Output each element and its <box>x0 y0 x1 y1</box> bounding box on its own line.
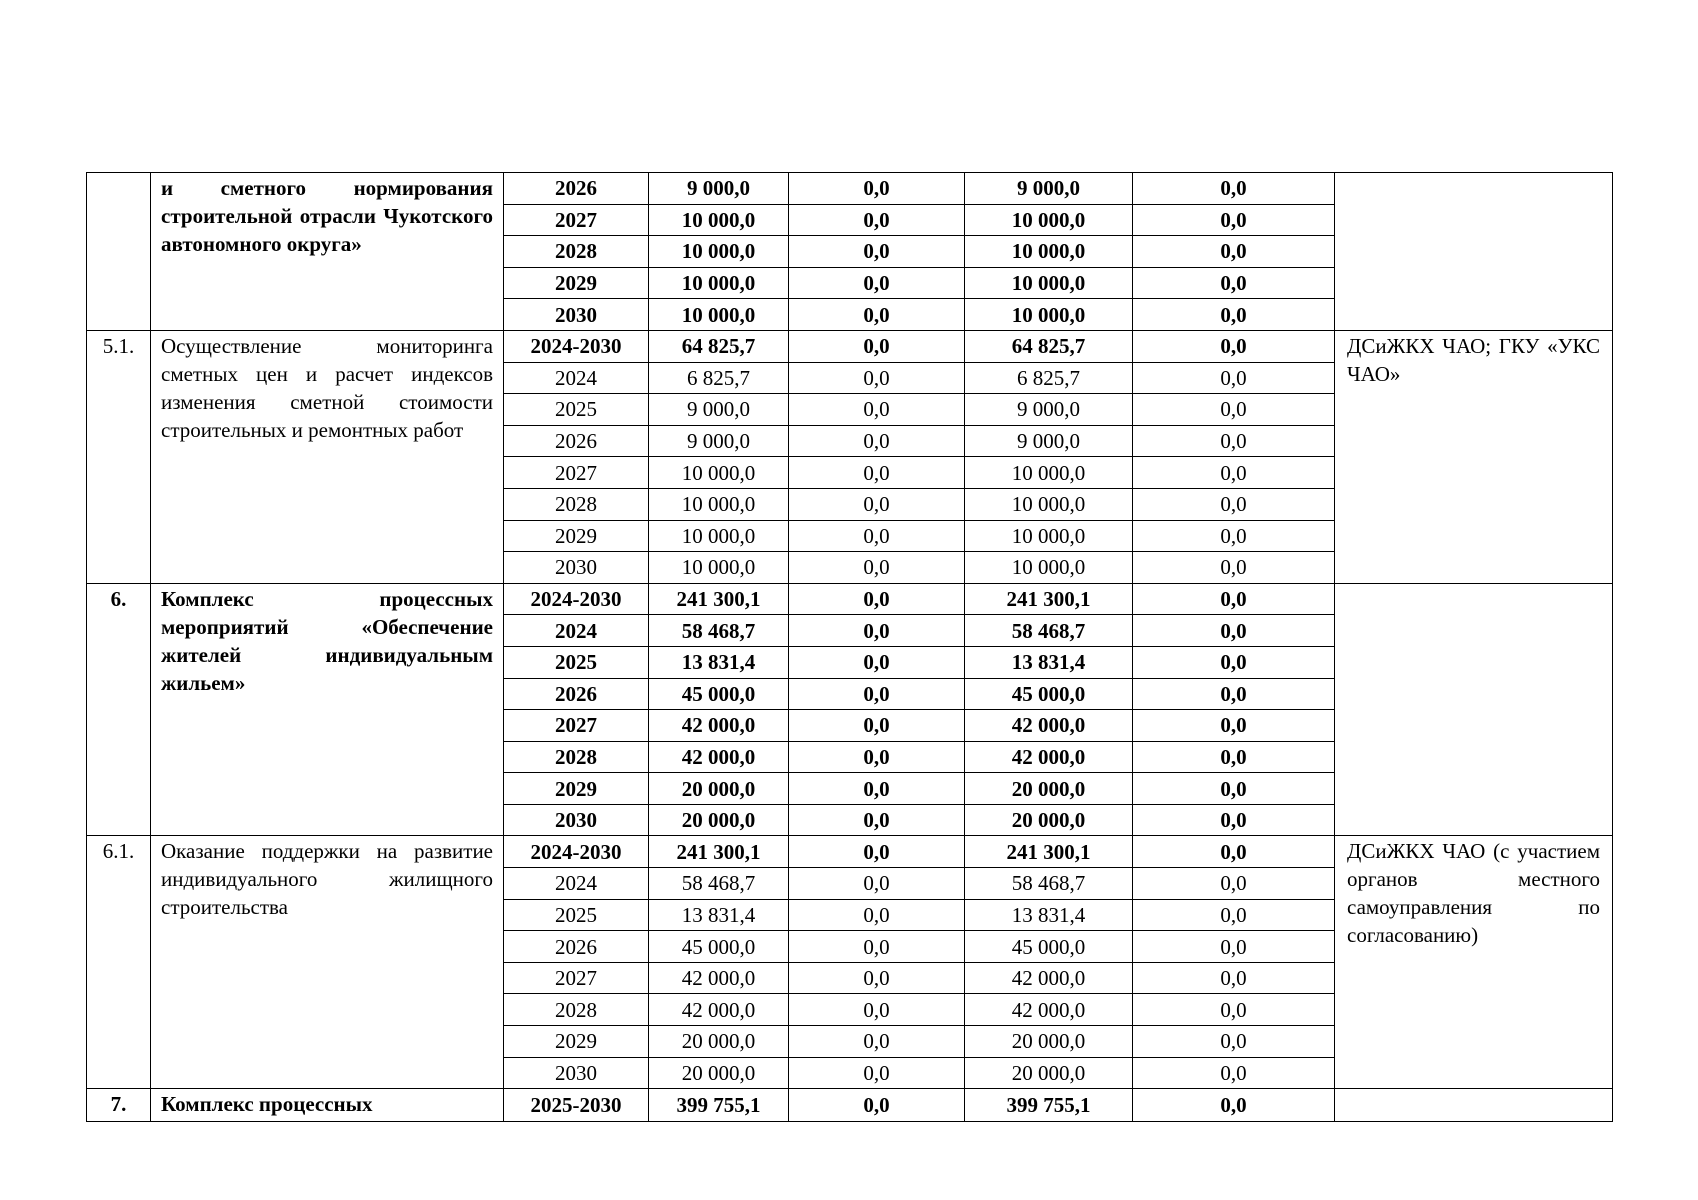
table-row <box>87 836 1613 868</box>
total-amount-cell: 13 831,4 <box>649 899 789 931</box>
regional-budget-cell: 42 000,0 <box>965 994 1133 1026</box>
total-amount-cell: 399 755,1 <box>649 1089 789 1122</box>
other-sources-cell: 0,0 <box>1133 899 1335 931</box>
section-title: Оказание поддержки на развитие индивидуального жилищного строительства <box>161 839 493 920</box>
section-number: 7. <box>87 1089 151 1122</box>
federal-budget-cell: 0,0 <box>789 1089 965 1122</box>
total-amount-cell: 20 000,0 <box>649 1026 789 1058</box>
regional-budget-cell: 9 000,0 <box>965 173 1133 205</box>
other-sources-cell: 0,0 <box>1133 710 1335 742</box>
other-sources-cell: 0,0 <box>1133 1026 1335 1058</box>
total-amount-cell: 13 831,4 <box>649 646 789 678</box>
other-sources-cell: 0,0 <box>1133 773 1335 805</box>
period-cell: 2024 <box>504 615 649 647</box>
other-sources-cell: 0,0 <box>1133 646 1335 678</box>
section-title: Осуществление мониторинга сметных цен и расчет индексов изменения сметной стоимости строительных и ремонтных работ <box>161 333 493 442</box>
table-row <box>87 1089 1613 1122</box>
regional-budget-cell: 241 300,1 <box>965 836 1133 868</box>
funding-table <box>86 172 1613 1122</box>
period-cell: 2028 <box>504 741 649 773</box>
other-sources-cell: 0,0 <box>1133 678 1335 710</box>
regional-budget-cell: 20 000,0 <box>965 773 1133 805</box>
federal-budget-cell: 0,0 <box>789 173 965 205</box>
responsible-cell <box>1335 330 1613 583</box>
section-title-cell <box>151 1089 504 1122</box>
other-sources-cell: 0,0 <box>1133 868 1335 900</box>
other-sources-cell: 0,0 <box>1133 520 1335 552</box>
federal-budget-cell: 0,0 <box>789 267 965 299</box>
period-cell: 2025 <box>504 646 649 678</box>
other-sources-cell: 0,0 <box>1133 552 1335 584</box>
regional-budget-cell: 13 831,4 <box>965 646 1133 678</box>
period-cell: 2024-2030 <box>504 583 649 615</box>
period-cell: 2024-2030 <box>504 330 649 362</box>
federal-budget-cell: 0,0 <box>789 583 965 615</box>
period-cell: 2029 <box>504 1026 649 1058</box>
regional-budget-cell: 58 468,7 <box>965 615 1133 647</box>
period-cell: 2028 <box>504 488 649 520</box>
federal-budget-cell: 0,0 <box>789 425 965 457</box>
total-amount-cell: 241 300,1 <box>649 836 789 868</box>
section-title: Комплекс процессных мероприятий «Обеспечение жителей индивидуальным жильем» <box>161 586 493 695</box>
federal-budget-cell: 0,0 <box>789 773 965 805</box>
total-amount-cell: 9 000,0 <box>649 173 789 205</box>
total-amount-cell: 42 000,0 <box>649 962 789 994</box>
federal-budget-cell: 0,0 <box>789 394 965 426</box>
regional-budget-cell: 45 000,0 <box>965 678 1133 710</box>
federal-budget-cell: 0,0 <box>789 362 965 394</box>
other-sources-cell: 0,0 <box>1133 204 1335 236</box>
period-cell: 2024-2030 <box>504 836 649 868</box>
period-cell: 2026 <box>504 678 649 710</box>
federal-budget-cell: 0,0 <box>789 488 965 520</box>
other-sources-cell: 0,0 <box>1133 236 1335 268</box>
table-row <box>87 583 1613 615</box>
federal-budget-cell: 0,0 <box>789 457 965 489</box>
regional-budget-cell: 10 000,0 <box>965 552 1133 584</box>
period-cell: 2029 <box>504 267 649 299</box>
federal-budget-cell: 0,0 <box>789 741 965 773</box>
total-amount-cell: 10 000,0 <box>649 520 789 552</box>
other-sources-cell: 0,0 <box>1133 488 1335 520</box>
federal-budget-cell: 0,0 <box>789 678 965 710</box>
federal-budget-cell: 0,0 <box>789 804 965 836</box>
period-cell: 2025-2030 <box>504 1089 649 1122</box>
other-sources-cell: 0,0 <box>1133 836 1335 868</box>
other-sources-cell: 0,0 <box>1133 330 1335 362</box>
regional-budget-cell: 42 000,0 <box>965 710 1133 742</box>
total-amount-cell: 58 468,7 <box>649 615 789 647</box>
other-sources-cell: 0,0 <box>1133 994 1335 1026</box>
responsible-executor: ДСиЖКХ ЧАО (с участием органов местного самоуправления по согласованию) <box>1347 839 1600 948</box>
period-cell: 2026 <box>504 173 649 205</box>
total-amount-cell: 10 000,0 <box>649 236 789 268</box>
responsible-cell <box>1335 173 1613 331</box>
total-amount-cell: 10 000,0 <box>649 457 789 489</box>
other-sources-cell: 0,0 <box>1133 804 1335 836</box>
funding-table-body <box>87 173 1613 1122</box>
federal-budget-cell: 0,0 <box>789 899 965 931</box>
federal-budget-cell: 0,0 <box>789 931 965 963</box>
responsible-cell <box>1335 1089 1613 1122</box>
regional-budget-cell: 9 000,0 <box>965 425 1133 457</box>
other-sources-cell: 0,0 <box>1133 425 1335 457</box>
federal-budget-cell: 0,0 <box>789 615 965 647</box>
total-amount-cell: 42 000,0 <box>649 710 789 742</box>
period-cell: 2027 <box>504 962 649 994</box>
responsible-cell <box>1335 836 1613 1089</box>
section-number: 6.1. <box>87 836 151 1089</box>
period-cell: 2025 <box>504 394 649 426</box>
regional-budget-cell: 241 300,1 <box>965 583 1133 615</box>
regional-budget-cell: 10 000,0 <box>965 299 1133 331</box>
federal-budget-cell: 0,0 <box>789 1057 965 1089</box>
federal-budget-cell: 0,0 <box>789 646 965 678</box>
total-amount-cell: 58 468,7 <box>649 868 789 900</box>
other-sources-cell: 0,0 <box>1133 741 1335 773</box>
federal-budget-cell: 0,0 <box>789 962 965 994</box>
regional-budget-cell: 45 000,0 <box>965 931 1133 963</box>
other-sources-cell: 0,0 <box>1133 457 1335 489</box>
other-sources-cell: 0,0 <box>1133 962 1335 994</box>
total-amount-cell: 20 000,0 <box>649 804 789 836</box>
total-amount-cell: 45 000,0 <box>649 931 789 963</box>
total-amount-cell: 10 000,0 <box>649 204 789 236</box>
federal-budget-cell: 0,0 <box>789 204 965 236</box>
section-number <box>87 173 151 331</box>
federal-budget-cell: 0,0 <box>789 836 965 868</box>
total-amount-cell: 9 000,0 <box>649 425 789 457</box>
period-cell: 2026 <box>504 931 649 963</box>
regional-budget-cell: 10 000,0 <box>965 236 1133 268</box>
other-sources-cell: 0,0 <box>1133 583 1335 615</box>
regional-budget-cell: 20 000,0 <box>965 1057 1133 1089</box>
total-amount-cell: 64 825,7 <box>649 330 789 362</box>
regional-budget-cell: 10 000,0 <box>965 520 1133 552</box>
period-cell: 2028 <box>504 236 649 268</box>
other-sources-cell: 0,0 <box>1133 267 1335 299</box>
regional-budget-cell: 20 000,0 <box>965 1026 1133 1058</box>
section-title-cell <box>151 836 504 1089</box>
section-title: Комплекс процессных <box>161 1092 373 1117</box>
table-row <box>87 173 1613 205</box>
section-title: и сметного нормирования строительной отрасли Чукотского автономного округа» <box>161 176 493 256</box>
other-sources-cell: 0,0 <box>1133 362 1335 394</box>
responsible-executor: ДСиЖКХ ЧАО; ГКУ «УКС ЧАО» <box>1347 333 1600 386</box>
total-amount-cell: 42 000,0 <box>649 994 789 1026</box>
total-amount-cell: 20 000,0 <box>649 773 789 805</box>
federal-budget-cell: 0,0 <box>789 552 965 584</box>
total-amount-cell: 20 000,0 <box>649 1057 789 1089</box>
period-cell: 2027 <box>504 710 649 742</box>
other-sources-cell: 0,0 <box>1133 931 1335 963</box>
regional-budget-cell: 399 755,1 <box>965 1089 1133 1122</box>
other-sources-cell: 0,0 <box>1133 394 1335 426</box>
federal-budget-cell: 0,0 <box>789 710 965 742</box>
regional-budget-cell: 10 000,0 <box>965 488 1133 520</box>
period-cell: 2029 <box>504 520 649 552</box>
section-number: 6. <box>87 583 151 836</box>
responsible-cell <box>1335 583 1613 836</box>
period-cell: 2026 <box>504 425 649 457</box>
federal-budget-cell: 0,0 <box>789 330 965 362</box>
period-cell: 2030 <box>504 804 649 836</box>
regional-budget-cell: 10 000,0 <box>965 457 1133 489</box>
period-cell: 2024 <box>504 868 649 900</box>
regional-budget-cell: 10 000,0 <box>965 204 1133 236</box>
total-amount-cell: 10 000,0 <box>649 488 789 520</box>
regional-budget-cell: 42 000,0 <box>965 741 1133 773</box>
other-sources-cell: 0,0 <box>1133 1089 1335 1122</box>
total-amount-cell: 9 000,0 <box>649 394 789 426</box>
regional-budget-cell: 42 000,0 <box>965 962 1133 994</box>
total-amount-cell: 42 000,0 <box>649 741 789 773</box>
section-title-cell <box>151 173 504 331</box>
federal-budget-cell: 0,0 <box>789 520 965 552</box>
regional-budget-cell: 13 831,4 <box>965 899 1133 931</box>
regional-budget-cell: 9 000,0 <box>965 394 1133 426</box>
period-cell: 2030 <box>504 552 649 584</box>
total-amount-cell: 10 000,0 <box>649 299 789 331</box>
total-amount-cell: 241 300,1 <box>649 583 789 615</box>
federal-budget-cell: 0,0 <box>789 236 965 268</box>
section-title-cell <box>151 330 504 583</box>
period-cell: 2027 <box>504 457 649 489</box>
section-title-cell <box>151 583 504 836</box>
period-cell: 2028 <box>504 994 649 1026</box>
total-amount-cell: 10 000,0 <box>649 552 789 584</box>
total-amount-cell: 45 000,0 <box>649 678 789 710</box>
period-cell: 2027 <box>504 204 649 236</box>
regional-budget-cell: 58 468,7 <box>965 868 1133 900</box>
period-cell: 2030 <box>504 1057 649 1089</box>
other-sources-cell: 0,0 <box>1133 1057 1335 1089</box>
total-amount-cell: 10 000,0 <box>649 267 789 299</box>
other-sources-cell: 0,0 <box>1133 299 1335 331</box>
section-number: 5.1. <box>87 330 151 583</box>
period-cell: 2024 <box>504 362 649 394</box>
other-sources-cell: 0,0 <box>1133 173 1335 205</box>
federal-budget-cell: 0,0 <box>789 1026 965 1058</box>
regional-budget-cell: 64 825,7 <box>965 330 1133 362</box>
federal-budget-cell: 0,0 <box>789 299 965 331</box>
regional-budget-cell: 10 000,0 <box>965 267 1133 299</box>
total-amount-cell: 6 825,7 <box>649 362 789 394</box>
period-cell: 2029 <box>504 773 649 805</box>
regional-budget-cell: 20 000,0 <box>965 804 1133 836</box>
period-cell: 2025 <box>504 899 649 931</box>
regional-budget-cell: 6 825,7 <box>965 362 1133 394</box>
period-cell: 2030 <box>504 299 649 331</box>
federal-budget-cell: 0,0 <box>789 868 965 900</box>
federal-budget-cell: 0,0 <box>789 994 965 1026</box>
table-row <box>87 330 1613 362</box>
other-sources-cell: 0,0 <box>1133 615 1335 647</box>
